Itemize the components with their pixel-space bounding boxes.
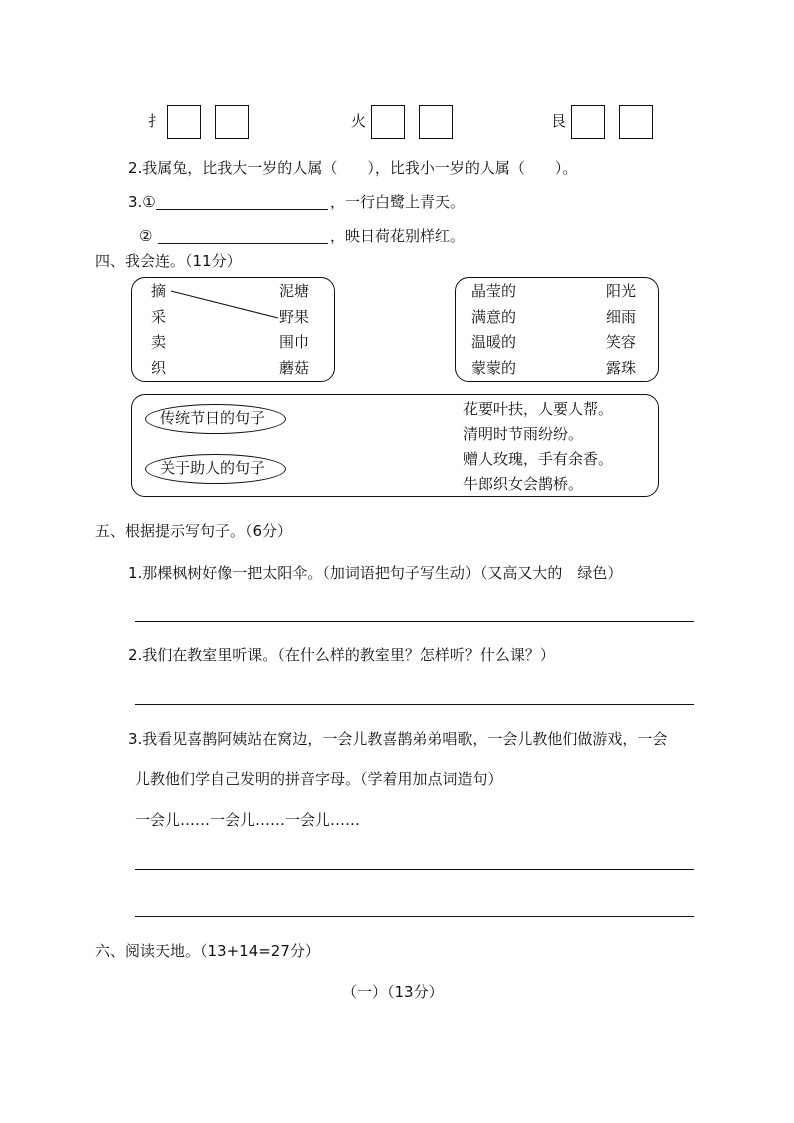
match-left-item[interactable]: 织 (151, 359, 167, 377)
match-left-item[interactable]: 满意的 (471, 308, 517, 326)
question-3-suffix-1: ，一行白鹭上青天。 (330, 193, 466, 211)
sentence-item[interactable]: 赠人玫瑰，手有余香。 (463, 450, 614, 468)
match-right-item[interactable]: 露珠 (606, 359, 637, 377)
match-right-item[interactable]: 蘑菇 (279, 359, 310, 377)
category-label: 传统节日的句子 (160, 409, 266, 427)
sentence-item[interactable]: 花要叶扶，人要人帮。 (463, 400, 614, 418)
answer-line[interactable] (135, 869, 694, 870)
question-3-prefix-1: 3.① (128, 193, 156, 211)
match-left-item[interactable]: 蒙蒙的 (471, 359, 517, 377)
question-2-text: 2.我属兔，比我大一岁的人属（ ），比我小一岁的人属（ ）。 (128, 159, 578, 177)
radical-char-3: 艮 (551, 112, 567, 130)
match-right-item[interactable]: 围巾 (279, 333, 310, 351)
question-3-prefix-2: ② (139, 227, 153, 245)
match-right-item[interactable]: 细雨 (606, 308, 637, 326)
match-left-item[interactable]: 摘 (151, 282, 167, 300)
match-right-item[interactable]: 阳光 (606, 282, 637, 300)
sentence-item[interactable]: 清明时节雨纷纷。 (463, 425, 584, 443)
answer-line[interactable] (135, 621, 694, 622)
match-left-item[interactable]: 晶莹的 (471, 282, 517, 300)
radical-char-2: 火 (351, 112, 367, 130)
section-5-question-3-line-2: 儿教他们学自己发明的拼音字母。（学着用加点词造句） (135, 770, 503, 788)
reading-part-title: （一）（13分） (342, 983, 444, 1001)
section-5-question-3-line-1: 3.我看见喜鹊阿姨站在窝边，一会儿教喜鹊弟弟唱歌，一会儿教他们做游戏，一会 (128, 730, 668, 748)
sentence-pattern: 一会儿……一会儿……一会儿…… (135, 811, 361, 829)
question-3-suffix-2: ，映日荷花别样红。 (330, 227, 466, 245)
sentence-item[interactable]: 牛郎织女会鹊桥。 (463, 475, 584, 493)
match-right-item[interactable]: 泥塘 (279, 282, 310, 300)
section-5-title: 五、根据提示写句子。（6分） (95, 522, 293, 540)
category-label: 关于助人的句子 (160, 459, 266, 477)
match-left-item[interactable]: 温暖的 (471, 333, 517, 351)
radical-char-1: 扌 (148, 112, 164, 130)
section-6-title: 六、阅读天地。（13+14=27分） (95, 942, 320, 960)
section-4-title: 四、我会连。（11分） (95, 252, 242, 270)
match-right-item[interactable]: 野果 (279, 308, 310, 326)
answer-line[interactable] (135, 916, 694, 917)
answer-line[interactable] (135, 704, 694, 705)
section-5-question-1: 1.那棵枫树好像一把太阳伞。（加词语把句子写生动）（又高又大的 绿色） (128, 564, 623, 582)
match-left-item[interactable]: 卖 (151, 333, 167, 351)
match-left-item[interactable]: 采 (151, 308, 167, 326)
match-right-item[interactable]: 笑容 (606, 333, 637, 351)
section-5-question-2: 2.我们在教室里听课。（在什么样的教室里？怎样听？什么课？） (128, 646, 555, 664)
